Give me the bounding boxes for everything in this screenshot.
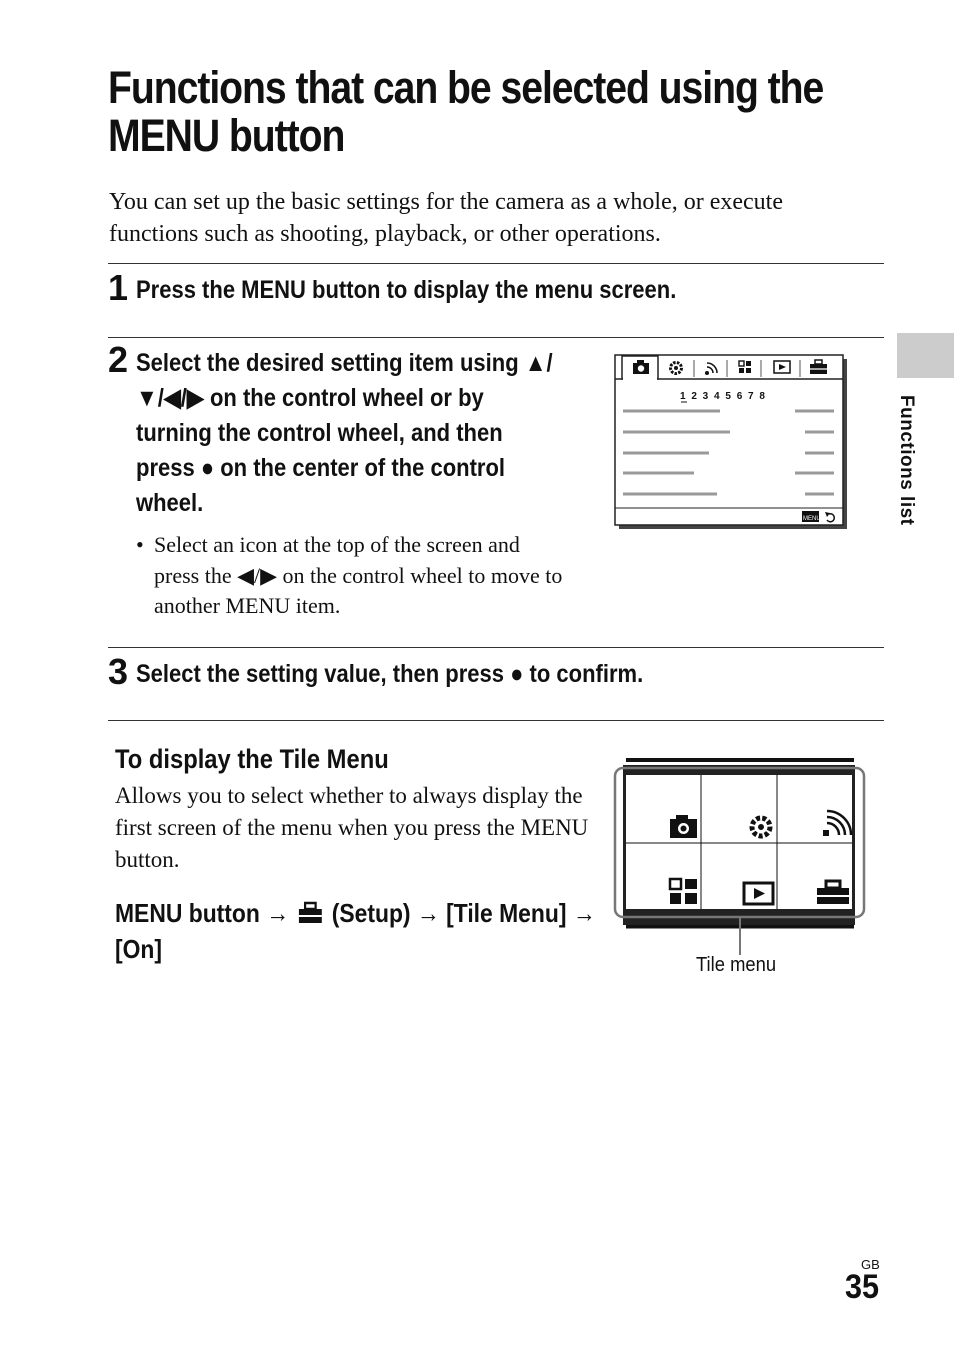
region-code: GB bbox=[861, 1257, 880, 1272]
menu-screen-illustration bbox=[612, 352, 852, 532]
step-2-number: 2 bbox=[108, 339, 129, 380]
tile-menu-description: Allows you to select whether to always display the first screen of the menu when you press the MENU button. bbox=[115, 783, 589, 872]
menu-page-tabs: 1 2 3 4 5 6 7 8 bbox=[680, 391, 767, 402]
tile-menu-heading: To display the Tile Menu bbox=[115, 744, 389, 774]
page-title: Functions that can be selected using the MENU button bbox=[108, 62, 824, 161]
step-3-number: 3 bbox=[108, 651, 129, 692]
page-number: 35 bbox=[845, 1268, 880, 1306]
section-tab bbox=[897, 333, 954, 378]
step-3-text: Select the setting value, then press ● to confirm. bbox=[136, 660, 644, 688]
menu-path-prefix: MENU button → bbox=[115, 898, 296, 928]
tile-menu-caption: Tile menu bbox=[696, 954, 777, 976]
step-1-number: 1 bbox=[108, 267, 129, 308]
divider bbox=[108, 263, 884, 264]
intro-paragraph: You can set up the basic settings for the camera as a whole, or execute functions such as shooting, playback, or other operations. bbox=[109, 189, 784, 247]
toolbox-icon bbox=[295, 901, 325, 925]
divider bbox=[108, 720, 884, 721]
section-label: Functions list bbox=[896, 395, 917, 526]
divider bbox=[108, 647, 884, 648]
step-2-note-text: Select an icon at the top of the screen and press the ◀/▶ on the control wheel to move to another MENU item. bbox=[154, 532, 563, 618]
svg-text:MENU: MENU bbox=[803, 516, 821, 522]
menu-path-suffix: (Setup) → [Tile Menu] → [On] bbox=[115, 898, 596, 964]
divider bbox=[108, 337, 884, 338]
tile-menu-illustration bbox=[612, 755, 868, 955]
step-1-text: Press the MENU button to display the menu screen. bbox=[136, 276, 677, 304]
bullet-dot: • bbox=[136, 532, 144, 557]
step-2-text: Select the desired setting item using ▲/▼/◀/▶ on the control wheel or by turning the control wheel, and then press ● on the center of the control wheel. bbox=[136, 349, 553, 517]
step-2-note bbox=[136, 530, 566, 622]
menu-path bbox=[115, 895, 608, 967]
